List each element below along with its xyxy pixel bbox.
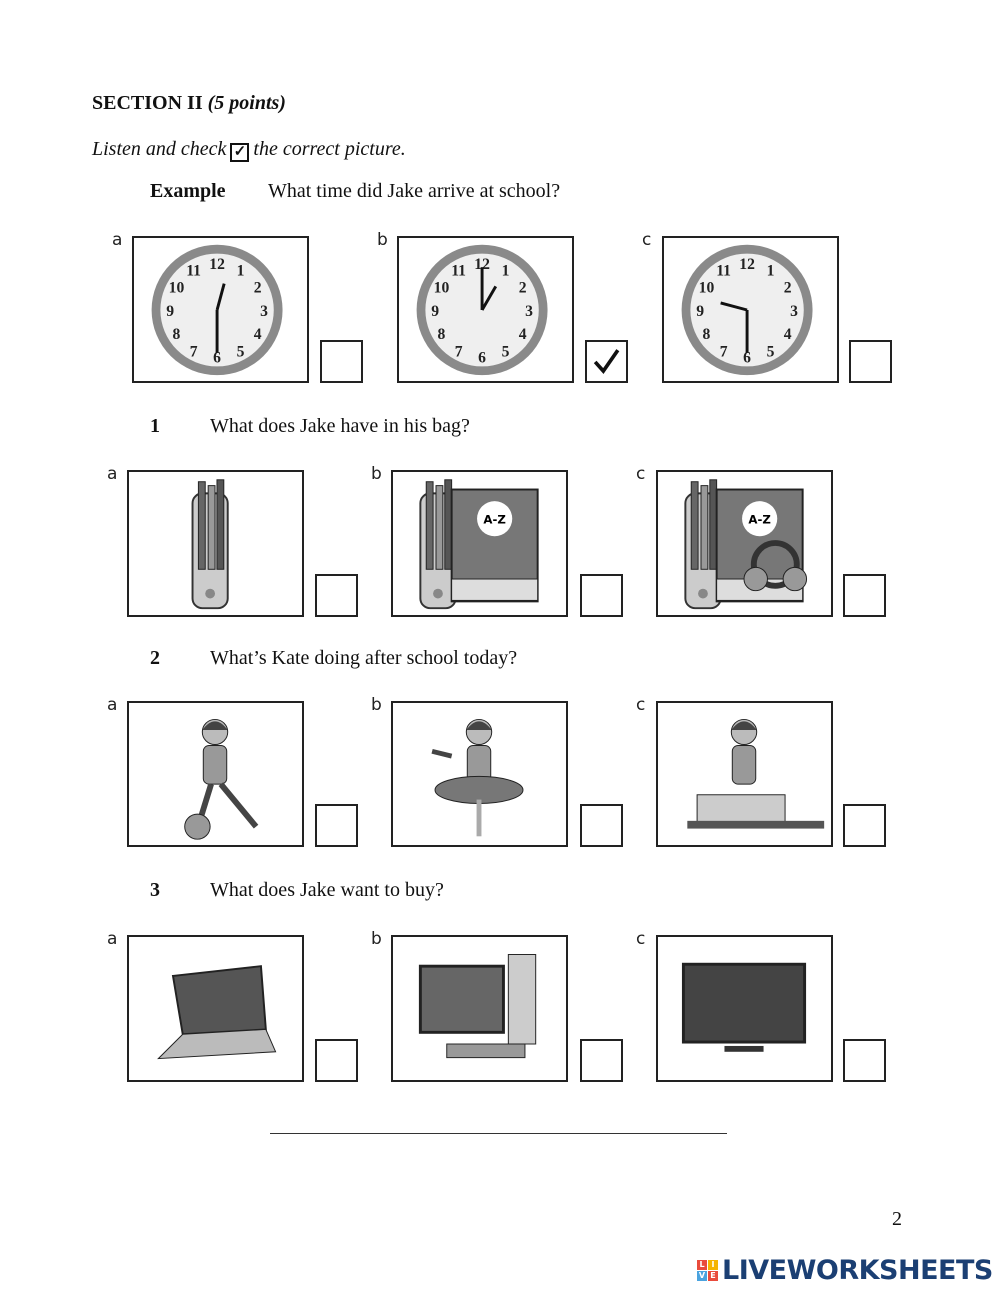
svg-text:11: 11 <box>186 262 202 280</box>
television-image[interactable] <box>656 935 833 1082</box>
svg-text:4: 4 <box>253 326 262 344</box>
answer-checkbox[interactable] <box>843 804 886 847</box>
answer-checkbox-checked[interactable] <box>585 340 628 383</box>
option-letter: b <box>371 929 382 949</box>
svg-text:10: 10 <box>698 279 715 297</box>
svg-text:9: 9 <box>696 302 705 320</box>
logo-tile: V <box>698 1271 706 1280</box>
svg-text:6: 6 <box>213 349 221 367</box>
svg-text:1: 1 <box>766 262 775 280</box>
instruction <box>92 138 406 161</box>
liveworksheets-logo <box>697 1255 993 1286</box>
svg-text:11: 11 <box>451 262 467 280</box>
question-text: What does Jake want to buy? <box>210 879 444 901</box>
svg-text:9: 9 <box>431 302 440 320</box>
svg-text:2: 2 <box>783 279 792 297</box>
answer-checkbox[interactable] <box>315 804 358 847</box>
svg-text:12: 12 <box>209 256 225 274</box>
svg-text:5: 5 <box>766 343 775 361</box>
option-letter: a <box>112 230 123 250</box>
svg-text:8: 8 <box>172 326 181 344</box>
clock-half-twelve-image[interactable] <box>132 236 309 383</box>
laptop-image[interactable] <box>127 935 304 1082</box>
svg-text:7: 7 <box>454 343 463 361</box>
clock-half-nine-image[interactable] <box>662 236 839 383</box>
svg-text:7: 7 <box>719 343 728 361</box>
option-letter: a <box>107 695 118 715</box>
svg-text:11: 11 <box>716 262 732 280</box>
question-number: 1 <box>150 415 160 437</box>
answer-checkbox[interactable] <box>843 574 886 617</box>
desktop-computer-image[interactable] <box>391 935 568 1082</box>
section-title <box>92 92 286 115</box>
option-letter: b <box>371 464 382 484</box>
girl-cooking-image[interactable] <box>656 701 833 847</box>
question-text: What’s Kate doing after school today? <box>210 647 518 669</box>
logo-text: LIVEWORKSHEETS <box>722 1255 993 1286</box>
svg-text:10: 10 <box>433 279 450 297</box>
svg-text:1: 1 <box>501 262 510 280</box>
answer-checkbox[interactable] <box>580 1039 623 1082</box>
logo-tile: I <box>708 1260 718 1270</box>
svg-text:A-Z: A-Z <box>748 512 771 527</box>
girl-dancing-ballet-image[interactable] <box>391 701 568 847</box>
svg-text:3: 3 <box>525 302 533 320</box>
question-number: 3 <box>150 879 160 901</box>
option-letter: a <box>107 464 118 484</box>
svg-text:2: 2 <box>518 279 527 297</box>
svg-text:10: 10 <box>168 279 185 297</box>
logo-tiles-icon <box>697 1260 718 1281</box>
svg-text:5: 5 <box>236 343 245 361</box>
svg-text:3: 3 <box>260 302 268 320</box>
svg-text:8: 8 <box>702 326 711 344</box>
option-letter: c <box>636 464 646 484</box>
svg-text:4: 4 <box>518 326 527 344</box>
girl-playing-basketball-image[interactable] <box>127 701 304 847</box>
question-text: What time did Jake arrive at school? <box>268 180 561 202</box>
instruction-text-end: the correct picture. <box>253 138 406 160</box>
section-points: (5 points) <box>207 92 286 114</box>
question-number: Example <box>150 180 226 202</box>
svg-text:6: 6 <box>743 349 751 367</box>
pencil-case-image[interactable] <box>127 470 304 617</box>
svg-text:8: 8 <box>437 326 446 344</box>
answer-checkbox[interactable] <box>320 340 363 383</box>
svg-text:5: 5 <box>501 343 510 361</box>
checkbox-checked-icon: ✓ <box>230 143 249 162</box>
svg-text:4: 4 <box>783 326 792 344</box>
answer-checkbox[interactable] <box>580 574 623 617</box>
question-number: 2 <box>150 647 160 669</box>
answer-checkbox[interactable] <box>315 1039 358 1082</box>
svg-text:12: 12 <box>739 256 755 274</box>
section-heading: SECTION II <box>92 92 203 114</box>
answer-checkbox[interactable] <box>315 574 358 617</box>
divider-line <box>270 1133 727 1134</box>
question-text: What does Jake have in his bag? <box>210 415 470 437</box>
option-letter: a <box>107 929 118 949</box>
pencil-case-and-dictionary-image[interactable] <box>391 470 568 617</box>
option-letter: c <box>636 695 646 715</box>
option-letter: b <box>377 230 388 250</box>
pencil-case-dictionary-headphones-image[interactable] <box>656 470 833 617</box>
svg-text:9: 9 <box>166 302 175 320</box>
option-letter: c <box>642 230 652 250</box>
svg-text:A-Z: A-Z <box>483 512 506 527</box>
answer-checkbox[interactable] <box>849 340 892 383</box>
svg-text:6: 6 <box>478 349 486 367</box>
instruction-text: Listen and check <box>92 138 227 160</box>
option-letter: b <box>371 695 382 715</box>
clock-one-oclock-image[interactable] <box>397 236 574 383</box>
svg-text:1: 1 <box>236 262 245 280</box>
svg-text:7: 7 <box>189 343 198 361</box>
option-letter: c <box>636 929 646 949</box>
svg-text:3: 3 <box>790 302 798 320</box>
svg-text:2: 2 <box>253 279 262 297</box>
answer-checkbox[interactable] <box>580 804 623 847</box>
page-number: 2 <box>892 1208 902 1230</box>
logo-tile: L <box>697 1260 707 1270</box>
svg-text:12: 12 <box>474 256 490 274</box>
logo-tile: E <box>708 1271 718 1281</box>
answer-checkbox[interactable] <box>843 1039 886 1082</box>
